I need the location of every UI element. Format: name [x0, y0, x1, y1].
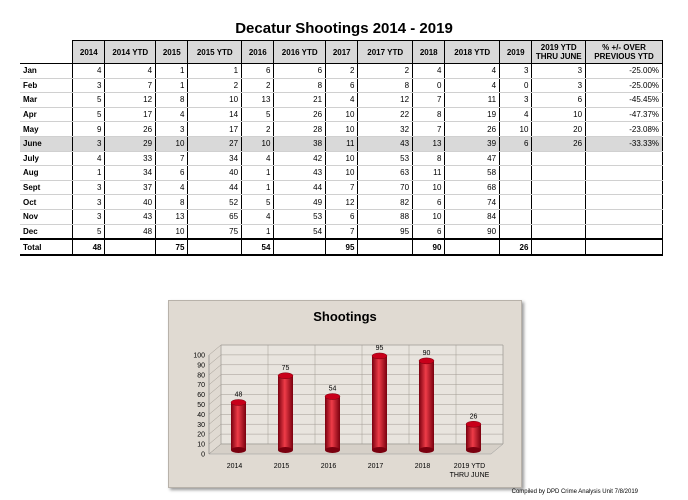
- table-cell: 8: [156, 93, 188, 108]
- row-label: Apr: [20, 107, 73, 122]
- table-cell: 6: [532, 93, 586, 108]
- table-cell: 53: [274, 209, 326, 224]
- table-cell: 26: [500, 239, 532, 255]
- table-cell: -25.00%: [586, 64, 663, 79]
- table-cell: 12: [105, 93, 156, 108]
- x-tick-label: 2014: [226, 463, 243, 470]
- table-cell: 52: [188, 195, 242, 210]
- table-cell: [500, 224, 532, 239]
- row-label: June: [20, 136, 73, 151]
- table-cell: -25.00%: [586, 78, 663, 93]
- row-label: Sept: [20, 180, 73, 195]
- table-cell: 11: [445, 93, 500, 108]
- data-label: 26: [469, 413, 478, 421]
- table-cell: 6: [500, 136, 532, 151]
- table-row: [20, 136, 663, 151]
- table-cell: 3: [500, 64, 532, 79]
- y-tick-label: 50: [197, 402, 205, 409]
- table-cell: 1: [242, 166, 274, 181]
- table-cell: 2: [326, 64, 358, 79]
- table-cell: 22: [358, 107, 413, 122]
- table-cell: 6: [413, 195, 445, 210]
- table-cell: 95: [326, 239, 358, 255]
- table-cell: 88: [358, 209, 413, 224]
- table-cell: 4: [413, 64, 445, 79]
- table-cell: 40: [105, 195, 156, 210]
- table-cell: [586, 195, 663, 210]
- column-header: 2017: [326, 41, 358, 64]
- x-tick-label: 2015: [273, 463, 290, 470]
- row-label: Total: [20, 239, 73, 255]
- table-cell: 65: [188, 209, 242, 224]
- table-cell: 10: [500, 122, 532, 137]
- table-row: [20, 78, 663, 93]
- table-cell: 0: [413, 78, 445, 93]
- table-header-row: [20, 41, 663, 64]
- table-cell: 7: [156, 151, 188, 166]
- row-label: Mar: [20, 93, 73, 108]
- table-cell: 2: [242, 78, 274, 93]
- table-cell: 75: [188, 224, 242, 239]
- table-cell: 10: [326, 166, 358, 181]
- table-cell: 5: [73, 93, 105, 108]
- table-cell: 2: [242, 122, 274, 137]
- table-cell: 3: [73, 195, 105, 210]
- table-cell: [532, 224, 586, 239]
- table-cell: 5: [242, 107, 274, 122]
- bar-top: [231, 399, 246, 405]
- table-cell: 10: [326, 151, 358, 166]
- table-cell: 7: [413, 122, 445, 137]
- y-tick-label: 60: [197, 392, 205, 400]
- row-label: Feb: [20, 78, 73, 93]
- table-cell: 13: [413, 136, 445, 151]
- table-cell: 4: [156, 107, 188, 122]
- table-cell: [532, 195, 586, 210]
- bar: [466, 424, 481, 450]
- table-cell: 10: [326, 122, 358, 137]
- table-cell: 11: [413, 166, 445, 181]
- table-cell: 44: [274, 180, 326, 195]
- table-cell: 47: [445, 151, 500, 166]
- table-cell: 29: [105, 136, 156, 151]
- table-cell: [188, 239, 242, 255]
- table-cell: 90: [445, 224, 500, 239]
- x-tick-label: 2019 YTD: [453, 463, 486, 470]
- table-cell: [586, 151, 663, 166]
- chart-svg: [169, 301, 521, 487]
- data-label: 48: [234, 391, 243, 399]
- bar-top: [325, 394, 340, 400]
- chart-floor: [209, 444, 503, 454]
- row-label: May: [20, 122, 73, 137]
- table-cell: 10: [156, 136, 188, 151]
- bar: [419, 361, 434, 450]
- bar-top: [278, 373, 293, 379]
- y-tick-label: 80: [197, 372, 205, 380]
- table-cell: 8: [274, 78, 326, 93]
- bar-base: [325, 447, 340, 453]
- column-header: 2014: [73, 41, 105, 64]
- table-cell: 43: [358, 136, 413, 151]
- data-label: 90: [422, 349, 431, 357]
- table-cell: -45.45%: [586, 93, 663, 108]
- table-cell: [532, 180, 586, 195]
- bar: [278, 376, 293, 450]
- table-cell: 4: [445, 78, 500, 93]
- table-cell: [274, 239, 326, 255]
- table-cell: [586, 166, 663, 181]
- table-cell: [500, 151, 532, 166]
- table-cell: [532, 151, 586, 166]
- table-cell: 6: [326, 78, 358, 93]
- bar: [231, 402, 246, 450]
- table-cell: 3: [73, 136, 105, 151]
- table-cell: 21: [274, 93, 326, 108]
- table-cell: 5: [73, 224, 105, 239]
- table-cell: 70: [358, 180, 413, 195]
- row-label: Oct: [20, 195, 73, 210]
- table-cell: 75: [156, 239, 188, 255]
- table-cell: 3: [500, 93, 532, 108]
- header-corner: [20, 41, 73, 64]
- bar-base: [231, 447, 246, 453]
- table-cell: 49: [274, 195, 326, 210]
- y-tick-label: 10: [197, 441, 205, 449]
- table-cell: 8: [413, 107, 445, 122]
- table-cell: 4: [73, 151, 105, 166]
- table-cell: 10: [532, 107, 586, 122]
- table-cell: 3: [73, 209, 105, 224]
- table-cell: 10: [413, 209, 445, 224]
- table-cell: 4: [73, 64, 105, 79]
- table-cell: 34: [188, 151, 242, 166]
- shootings-table: [20, 40, 663, 256]
- y-tick-label: 40: [197, 411, 205, 419]
- bar-base: [419, 447, 434, 453]
- table-cell: 4: [156, 180, 188, 195]
- row-label: Aug: [20, 166, 73, 181]
- table-cell: [445, 239, 500, 255]
- table-cell: 82: [358, 195, 413, 210]
- bar-top: [466, 421, 481, 427]
- table-cell: 10: [242, 136, 274, 151]
- table-cell: 1: [156, 64, 188, 79]
- data-label: 95: [375, 344, 384, 352]
- table-cell: [500, 166, 532, 181]
- column-header: 2018: [413, 41, 445, 64]
- table-cell: 26: [274, 107, 326, 122]
- table-cell: 74: [445, 195, 500, 210]
- bar: [372, 356, 387, 450]
- table-cell: 32: [358, 122, 413, 137]
- table-cell: 48: [73, 239, 105, 255]
- table-row: [20, 180, 663, 195]
- total-row: [20, 239, 663, 255]
- table-cell: 58: [445, 166, 500, 181]
- table-cell: 1: [188, 64, 242, 79]
- column-header: 2018 YTD: [445, 41, 500, 64]
- table-body: [20, 64, 663, 256]
- bar-top: [419, 358, 434, 364]
- table-cell: [500, 209, 532, 224]
- y-tick-label: 70: [197, 382, 205, 390]
- table-cell: 68: [445, 180, 500, 195]
- table-cell: [532, 209, 586, 224]
- table-cell: -23.08%: [586, 122, 663, 137]
- bar-base: [466, 447, 481, 453]
- table-cell: 48: [105, 224, 156, 239]
- table-row: [20, 64, 663, 79]
- table-cell: 13: [156, 209, 188, 224]
- table-cell: 17: [188, 122, 242, 137]
- table-cell: 9: [73, 122, 105, 137]
- table-cell: [500, 180, 532, 195]
- table-row: [20, 107, 663, 122]
- shootings-chart: [168, 300, 522, 488]
- table-cell: 6: [242, 64, 274, 79]
- table-cell: 2: [188, 78, 242, 93]
- table-cell: 1: [156, 78, 188, 93]
- table-cell: 7: [326, 180, 358, 195]
- table-cell: [532, 239, 586, 255]
- table-cell: 7: [105, 78, 156, 93]
- page-title: Decatur Shootings 2014 - 2019: [235, 20, 453, 37]
- table-cell: 5: [73, 107, 105, 122]
- table-cell: 26: [445, 122, 500, 137]
- table-cell: 84: [445, 209, 500, 224]
- table-cell: 8: [156, 195, 188, 210]
- column-header: 2014 YTD: [105, 41, 156, 64]
- table-cell: [586, 224, 663, 239]
- table-cell: 43: [274, 166, 326, 181]
- table-cell: 37: [105, 180, 156, 195]
- chart-title: Shootings: [313, 309, 377, 324]
- column-header: 2019 YTD THRU JUNE: [532, 41, 586, 64]
- table-cell: 17: [105, 107, 156, 122]
- table-cell: 12: [358, 93, 413, 108]
- table-row: [20, 224, 663, 239]
- table-cell: 13: [242, 93, 274, 108]
- table-cell: 95: [358, 224, 413, 239]
- table-cell: 8: [358, 78, 413, 93]
- table-cell: 26: [105, 122, 156, 137]
- table-cell: 4: [105, 64, 156, 79]
- x-tick-label: 2018: [414, 463, 431, 470]
- bar-base: [278, 447, 293, 453]
- column-header: % +/- OVER PREVIOUS YTD: [586, 41, 663, 64]
- bar-base: [372, 447, 387, 453]
- data-label: 54: [328, 385, 337, 393]
- table-cell: [105, 239, 156, 255]
- bar: [325, 397, 340, 450]
- table-cell: 39: [445, 136, 500, 151]
- column-header: 2016: [242, 41, 274, 64]
- table-cell: 44: [188, 180, 242, 195]
- row-label: Nov: [20, 209, 73, 224]
- table-cell: [500, 195, 532, 210]
- table-cell: 40: [188, 166, 242, 181]
- table-row: [20, 195, 663, 210]
- table-cell: [358, 239, 413, 255]
- table-cell: 27: [188, 136, 242, 151]
- table-cell: 4: [500, 107, 532, 122]
- table-cell: 3: [73, 180, 105, 195]
- table-cell: 33: [105, 151, 156, 166]
- table-cell: 10: [188, 93, 242, 108]
- column-header: 2017 YTD: [358, 41, 413, 64]
- table-cell: 43: [105, 209, 156, 224]
- row-label: Dec: [20, 224, 73, 239]
- table-cell: 63: [358, 166, 413, 181]
- table-cell: 10: [326, 107, 358, 122]
- table-cell: 4: [242, 209, 274, 224]
- table-cell: 7: [413, 93, 445, 108]
- column-header: 2019: [500, 41, 532, 64]
- table-cell: 34: [105, 166, 156, 181]
- table-cell: 6: [274, 64, 326, 79]
- table-cell: 53: [358, 151, 413, 166]
- table-row: [20, 93, 663, 108]
- table-cell: 20: [532, 122, 586, 137]
- y-tick-label: 100: [193, 352, 205, 360]
- data-label: 75: [281, 364, 290, 372]
- table-cell: 2: [358, 64, 413, 79]
- table-cell: 54: [274, 224, 326, 239]
- table-cell: 8: [413, 151, 445, 166]
- table-cell: 12: [326, 195, 358, 210]
- y-tick-label: 0: [201, 451, 205, 459]
- column-header: 2015: [156, 41, 188, 64]
- table-cell: 3: [532, 64, 586, 79]
- table-cell: 38: [274, 136, 326, 151]
- table-cell: 5: [242, 195, 274, 210]
- table-cell: 28: [274, 122, 326, 137]
- table-cell: 6: [156, 166, 188, 181]
- column-header: 2016 YTD: [274, 41, 326, 64]
- table-cell: 1: [242, 180, 274, 195]
- x-tick-label: THRU JUNE: [449, 472, 490, 479]
- x-tick-label: 2016: [320, 463, 337, 470]
- table-cell: 3: [156, 122, 188, 137]
- table-cell: 3: [73, 78, 105, 93]
- table-cell: 6: [413, 224, 445, 239]
- table-cell: 4: [326, 93, 358, 108]
- table-cell: 42: [274, 151, 326, 166]
- table-cell: 10: [413, 180, 445, 195]
- table-cell: 1: [242, 224, 274, 239]
- x-tick-label: 2017: [367, 463, 384, 470]
- column-header: 2015 YTD: [188, 41, 242, 64]
- table-cell: 0: [500, 78, 532, 93]
- y-tick-label: 20: [197, 431, 205, 439]
- table-cell: -33.33%: [586, 136, 663, 151]
- table-cell: 1: [73, 166, 105, 181]
- table-cell: 11: [326, 136, 358, 151]
- table-cell: 54: [242, 239, 274, 255]
- y-tick-label: 30: [197, 421, 205, 429]
- table-row: [20, 209, 663, 224]
- table-cell: 3: [532, 78, 586, 93]
- table-cell: [586, 180, 663, 195]
- table-cell: 4: [445, 64, 500, 79]
- table-cell: 19: [445, 107, 500, 122]
- table-row: [20, 122, 663, 137]
- row-label: Jan: [20, 64, 73, 79]
- bar-top: [372, 353, 387, 359]
- y-tick-label: 90: [197, 362, 205, 370]
- table-cell: 90: [413, 239, 445, 255]
- table-cell: [586, 239, 663, 255]
- table-cell: 7: [326, 224, 358, 239]
- table-cell: 10: [156, 224, 188, 239]
- row-label: July: [20, 151, 73, 166]
- footer-credit: Compiled by DPD Crime Analysis Unit 7/8/2019: [511, 489, 638, 495]
- table-cell: [532, 166, 586, 181]
- table-row: [20, 166, 663, 181]
- table-row: [20, 151, 663, 166]
- table-cell: 14: [188, 107, 242, 122]
- table-cell: 26: [532, 136, 586, 151]
- table-cell: -47.37%: [586, 107, 663, 122]
- table-cell: 4: [242, 151, 274, 166]
- table-cell: [586, 209, 663, 224]
- table-cell: 6: [326, 209, 358, 224]
